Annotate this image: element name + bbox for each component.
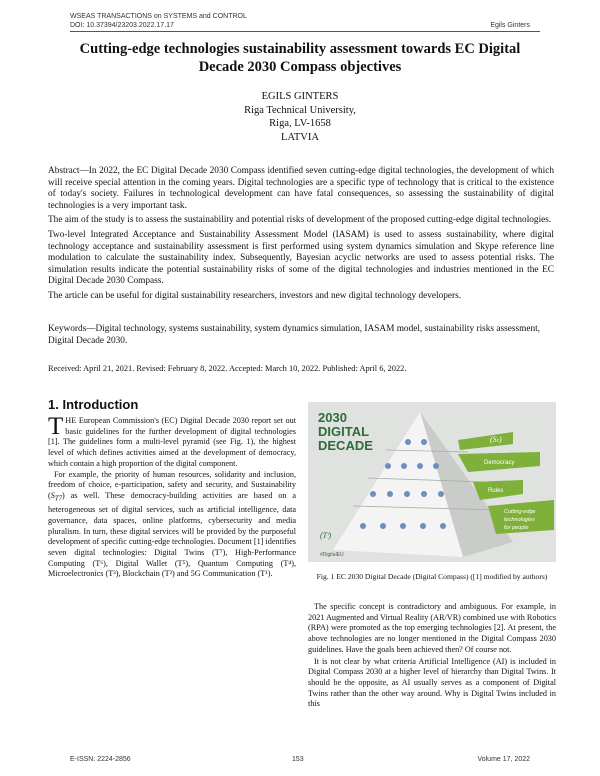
tier-icon	[420, 523, 426, 529]
footer-volume: Volume 17, 2022	[477, 756, 530, 763]
label-cutting-edge-3: for people	[504, 525, 529, 531]
intro-text-1: HE European Commission's (EC) Digital Decade 2030 report set out basic guidelines for the further development of digital technologies [1]. The guidelines form a multi-level pyramid (see Fig. 1), the highest level of which defines activities aimed at the development of democracy, which contain a high proportion of the digital component.	[48, 416, 296, 468]
abstract-paragraph: Two-level Integrated Acceptance and Sustainability Assessment Model (IASAM) is used to assess sustainability, where digital technology acceptance and sustainability assessment is first performed using system dynamics simulation and Skype reference line modulation to calculate the sustainability index. Subsequently, Bayesian acyclic networks are used to assess potential risks. The simulation results indicate the potential sustainability risks of some of the digital technologies and industries mentioned in the EC Digital Decade 2030 Compass.	[48, 229, 554, 287]
figure-title-line1: 2030	[318, 410, 347, 425]
tier-icon	[401, 463, 407, 469]
label-rules: Rules	[488, 488, 504, 494]
intro-text-2b: ) as well. These democracy-building activities are based on a heterogeneous set of digital services, such as artificial intelligence, data governance, data spaces, online platforms, cybersecurity and media pluralism. In turn, these digital services will be provided by the purposeful development of specific cutting-edge technologies. Document [1] identifies seven digital technologies: Digital Twins (T⁷), High-Performance Computing (T⁶), Digital Wallet (T⁵), Quantum Computing (T⁴), Microelectronics (T³), Blockchain (T²) and 5G Communication (T¹).	[48, 490, 296, 579]
author-affiliation: Riga Technical University,	[244, 104, 356, 116]
tier-icon	[417, 463, 423, 469]
label-democracy: Democracy	[484, 460, 515, 466]
tier-icon	[421, 491, 427, 497]
label-hashtag: #DigitalEU	[320, 552, 344, 558]
figure-caption: Fig. 1 EC 2030 Digital Decade (Digital Compass) ([1] modified by authors)	[316, 572, 548, 581]
tier-icon	[421, 439, 427, 445]
author-name: EGILS GINTERS	[261, 91, 339, 102]
abstract-paragraph: The aim of the study is to assess the sustainability and potential risks of development of the proposed cutting-edge digital technologies.	[48, 215, 552, 226]
abstract-paragraph: The article can be useful for digital sustainability researchers, investors and new digital technology developers.	[48, 290, 462, 301]
author-header: Egils Ginters	[490, 22, 530, 29]
tier-icon	[385, 463, 391, 469]
tier-icon	[360, 523, 366, 529]
figure-digital-decade	[308, 402, 556, 562]
tier-icon	[380, 523, 386, 529]
label-ti: (Tⁱ)	[320, 531, 332, 540]
tier-icon	[433, 463, 439, 469]
tier-icon	[404, 491, 410, 497]
label-cutting-edge-2: technologies	[504, 517, 535, 523]
intro-left-column	[48, 413, 296, 580]
right-paragraph-1: The specific concept is contradictory and ambiguous. For example, in 2021 Augmented and Virtual Reality (AR/VR) combined use with Robotics (RPA) were promoted as the top emerging technologies [2]. At present, the above technologies are no longer mentioned in the Digital Compass 2030 guidelines. Have the goals been achieved then? Of course not.	[308, 602, 556, 654]
intro-paragraph-2	[48, 470, 296, 581]
keywords: Keywords—Digital technology, systems sustainability, system dynamics simulation, IASAM model, sustainability risks assessment, Digital Decade 2030.	[48, 324, 541, 346]
tier-icon	[438, 491, 444, 497]
tier-icon	[387, 491, 393, 497]
tier-icon	[440, 523, 446, 529]
figure-title-line2: DIGITAL	[318, 424, 370, 439]
journal-header: WSEAS TRANSACTIONS on SYSTEMS and CONTROL	[70, 13, 247, 20]
publication-dates: Received: April 21, 2021. Revised: February 8, 2022. Accepted: March 10, 2022. Published: April 6, 2022.	[48, 364, 407, 373]
author-city: Riga, LV-1658	[269, 118, 331, 129]
footer-issn: E-ISSN: 2224-2856	[70, 756, 131, 763]
doi-header: DOI: 10.37394/23203.2022.17.17	[70, 22, 174, 29]
tier-icon	[400, 523, 406, 529]
abstract-paragraph: Abstract—In 2022, the EC Digital Decade 2030 Compass identified seven cutting-edge digital technologies, the development of which will receive special attention in the coming years. Digital technologies are a specific type of technology that is critical to the existence of today's society. Failures in technological development can have fatal consequences, so assessing the sustainability of digital technologies is a very important task.	[48, 166, 554, 211]
author-country: LATVIA	[281, 131, 319, 143]
tier-icon	[405, 439, 411, 445]
label-cutting-edge-1: Cutting-edge	[504, 509, 536, 515]
author-block	[150, 90, 450, 144]
paper-title: Cutting-edge technologies sustainability assessment towards EC Digital Decade 2030 Compass objectives	[79, 41, 521, 75]
label-st: (Sₜ)	[490, 435, 502, 444]
figure-title-line3: DECADE	[318, 438, 373, 453]
header-rule	[70, 31, 540, 32]
section-heading: 1. Introduction	[48, 397, 139, 412]
tier-icon	[370, 491, 376, 497]
intro-text-2a: For example, the priority of human resources, solidarity and inclusion, freedom of choice, e-participation, safety and security, and Sustainability (	[48, 469, 296, 500]
intro-right-column	[308, 602, 556, 711]
intro-paragraph-1	[48, 413, 296, 470]
sustainability-subscript: T7	[54, 495, 63, 503]
abstract	[48, 166, 554, 306]
sustainability-symbol: S	[50, 490, 55, 500]
drop-cap: T	[48, 413, 64, 440]
footer-page-number: 153	[292, 756, 304, 763]
right-paragraph-2: It is not clear by what criteria Artificial Intelligence (AI) is included in Digital Compass 2030 at a higher level of hierarchy than Digital Twins. It should be the opposite, as AI usually serves as a component of Digital Twins rather than the other way around. Why is Digital Twins included in this	[308, 656, 556, 709]
pyramid-illustration	[308, 402, 556, 562]
